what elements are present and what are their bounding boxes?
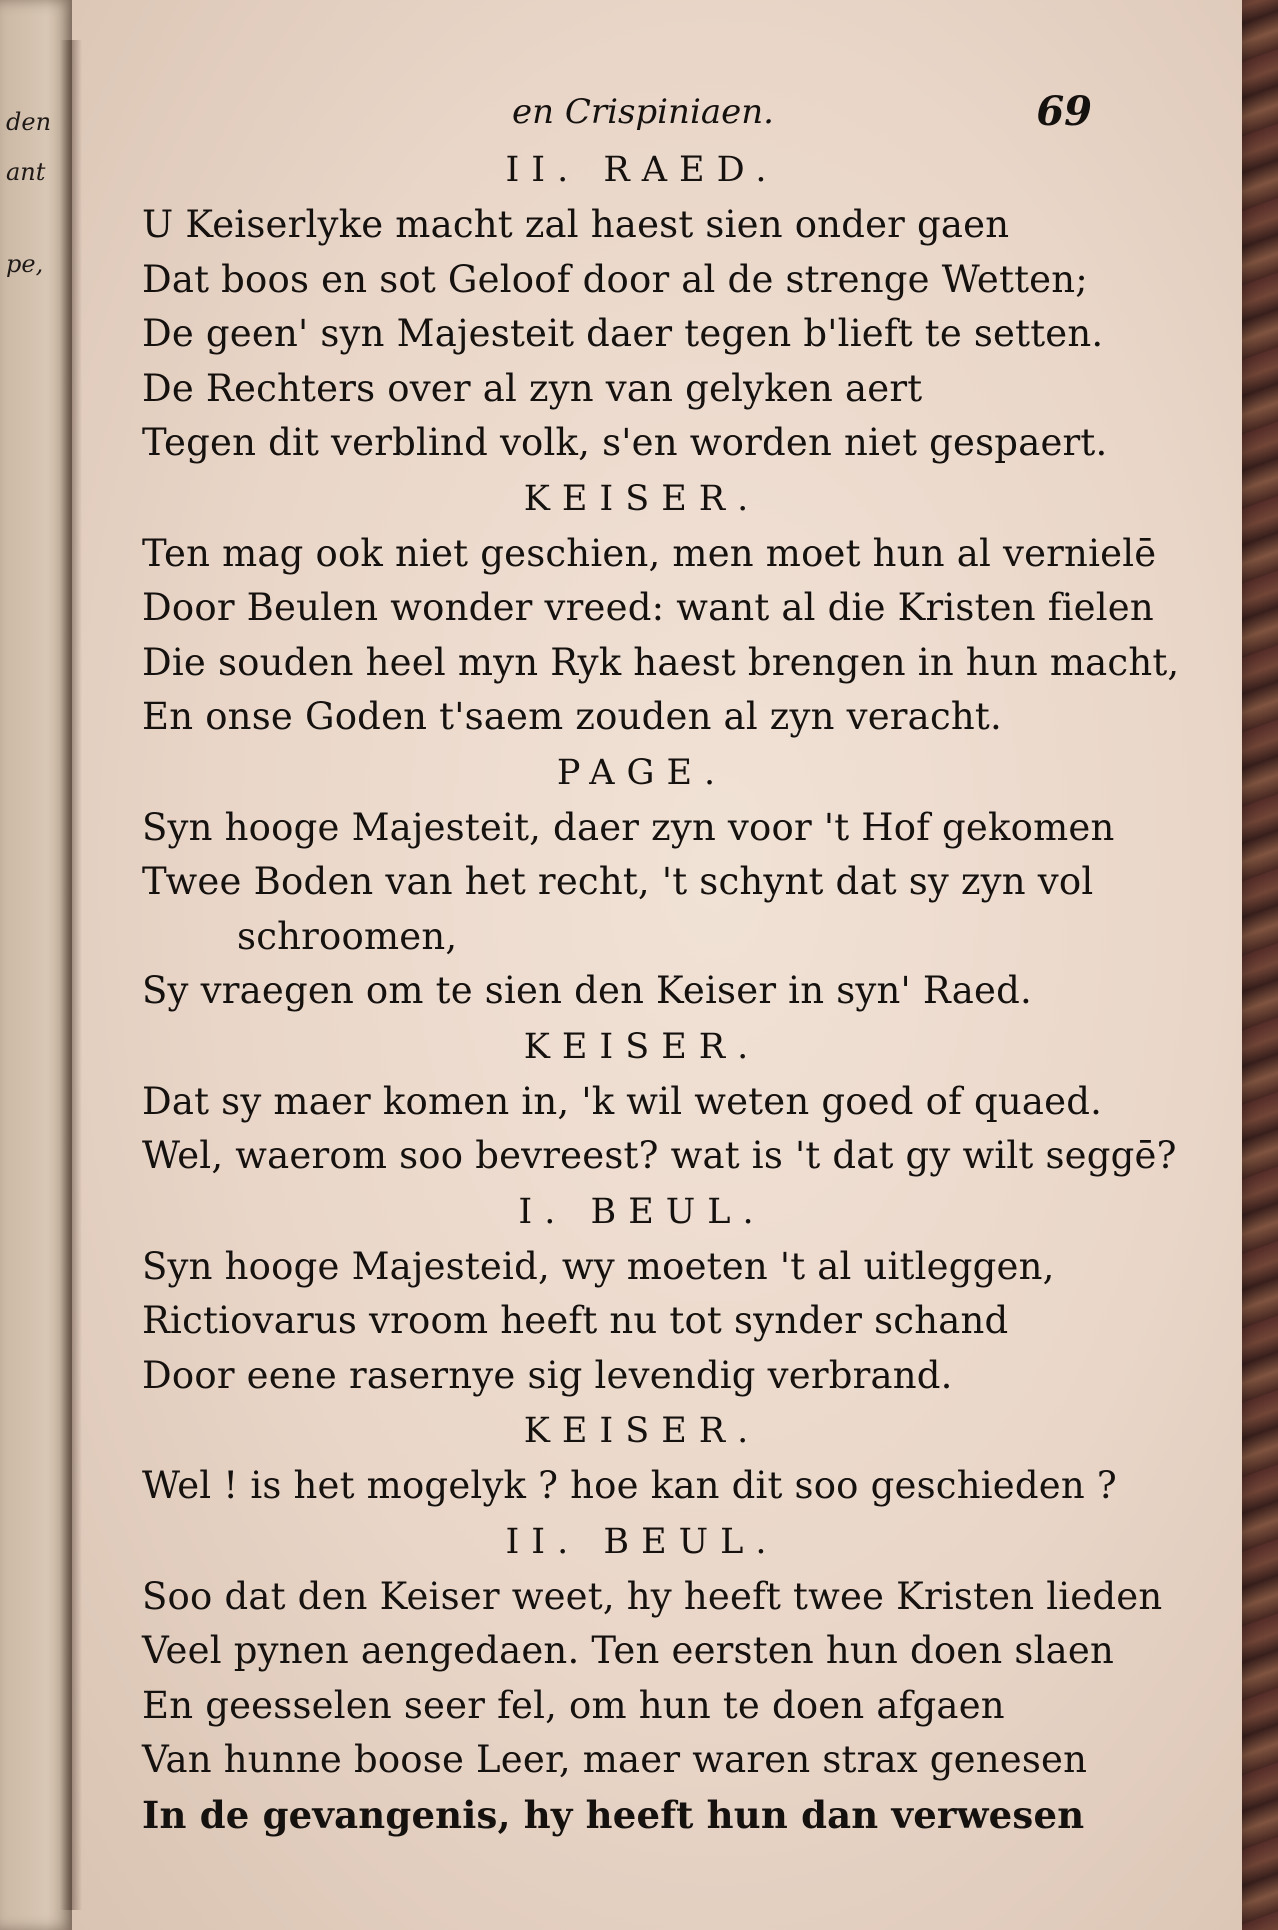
verse-line: Sy vraegen om te sien den Keiser in syn' Raed. [142,969,1032,1012]
verse-line: Syn hooge Majesteit, daer zyn voor 't Hof gekomen [142,805,1115,849]
verse-line: De Rechters over al zyn van gelyken aert [142,366,923,410]
verse-line: De geen' syn Majesteit daer tegen b'lieft te setten. [142,312,1104,355]
verse-line: Tegen dit verblind volk, s'en worden niet gespaert. [142,421,1108,464]
book-page [72,0,1242,1930]
verse-line: Veel pynen aengedaen. Ten eersten hun doen slaen [142,1629,1114,1672]
verse-line: Rictiovarus vroom heeft nu tot synder schand [142,1299,1009,1342]
left-page-fragment: pe, [6,250,44,278]
verse-line: Wel ! is het mogelyk ? hoe kan dit soo geschieden ? [142,1464,1117,1507]
verse-line: Dat sy maer komen in, 'k wil weten goed of quaed. [142,1079,1103,1123]
left-page-fragment: den [6,108,52,136]
page-gutter-shadow [60,40,82,1910]
verse-line: In de gevangenis, hy heeft hun dan verwesen [142,1792,1085,1837]
speaker-heading: KEISER. [523,1411,761,1451]
page-number: 69 [1036,88,1092,135]
page-text [142,88,1222,1842]
speaker-heading: II. BEUL. [505,1521,779,1562]
left-page-fragment: ant [6,158,46,186]
verse-line: En onse Goden t'saem zouden al zyn veracht. [142,695,1002,738]
verse-line: Ten mag ook niet geschien, men moet hun al vernielē [142,531,1157,575]
verse-line: Door Beulen wonder vreed: want al die Kristen fielen [142,586,1154,629]
verse-line: Soo dat den Keiser weet, hy heeft twee Kristen lieden [142,1574,1163,1618]
verse-line: Van hunne boose Leer, maer waren strax genesen [142,1738,1088,1781]
speaker-heading: PAGE. [556,752,728,793]
running-head [192,88,1092,142]
speaker-heading: KEISER. [523,1026,761,1067]
verse-line: Wel, waerom soo bevreest? wat is 't dat gy wilt seggē? [142,1134,1177,1177]
verse-line: schroomen, [237,914,458,958]
verse-line: Syn hooge Majesteid, wy moeten 't al uitleggen, [142,1244,1055,1288]
verse-line: U Keiserlyke macht zal haest sien onder gaen [142,203,1010,246]
speaker-heading: II. RAED. [505,150,779,190]
speaker-heading: KEISER. [523,478,761,519]
verse-line: Die souden heel myn Ryk haest brengen in hun macht, [142,640,1180,684]
running-head-title: en Crispiniaen. [512,92,774,132]
speaker-heading: I. BEUL. [518,1191,766,1232]
verse-line: Door eene rasernye sig levendig verbrand. [142,1353,953,1397]
verse-line: Twee Boden van het recht, 't schynt dat sy zyn vol [142,860,1094,903]
verse-line: Dat boos en sot Geloof door al de strenge Wetten; [142,257,1088,301]
verse-line: En geesselen seer fel, om hun te doen afgaen [142,1683,1005,1727]
verse-lines [142,142,1222,1842]
